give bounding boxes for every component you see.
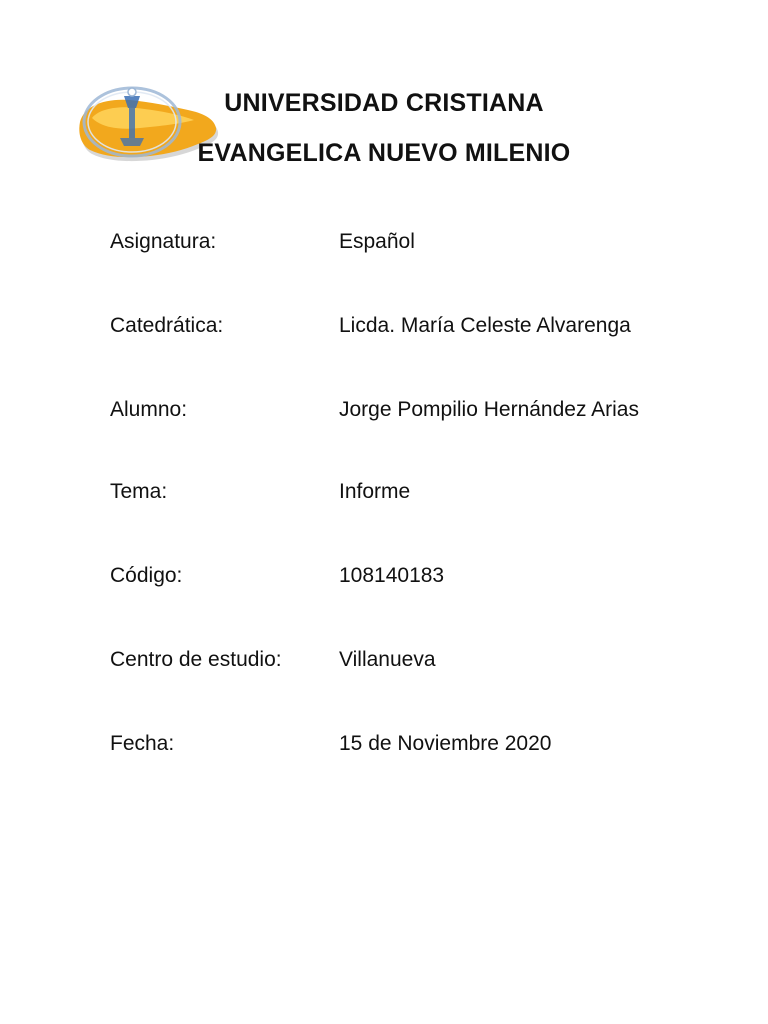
- field-row-fecha: [110, 728, 658, 760]
- field-row-alumno: [110, 394, 658, 426]
- cover-fields: [110, 226, 658, 760]
- field-value: 108140183: [339, 564, 445, 587]
- university-name-line2: EVANGELICA NUEVO MILENIO: [197, 139, 571, 167]
- field-value: Jorge Pompilio Hernández Arias: [339, 398, 639, 421]
- field-row-centro-de-estudio: [110, 644, 658, 676]
- university-name-line1: UNIVERSIDAD CRISTIANA: [224, 89, 544, 117]
- field-value: Informe: [339, 480, 411, 503]
- field-label: Código:: [110, 564, 183, 587]
- field-label: Tema:: [110, 480, 168, 503]
- field-value: Español: [339, 230, 415, 253]
- field-label: Alumno:: [110, 398, 188, 421]
- field-label: Asignatura:: [110, 230, 217, 253]
- field-row-catedratica: [110, 310, 658, 342]
- field-row-codigo: [110, 560, 658, 592]
- field-value: 15 de Noviembre 2020: [339, 732, 552, 755]
- field-label: Fecha:: [110, 732, 175, 755]
- field-row-tema: [110, 476, 658, 508]
- field-label: Catedrática:: [110, 314, 224, 337]
- field-label: Centro de estudio:: [110, 648, 282, 671]
- field-value: Licda. María Celeste Alvarenga: [339, 314, 631, 337]
- field-value: Villanueva: [339, 648, 436, 671]
- field-row-asignatura: [110, 226, 658, 258]
